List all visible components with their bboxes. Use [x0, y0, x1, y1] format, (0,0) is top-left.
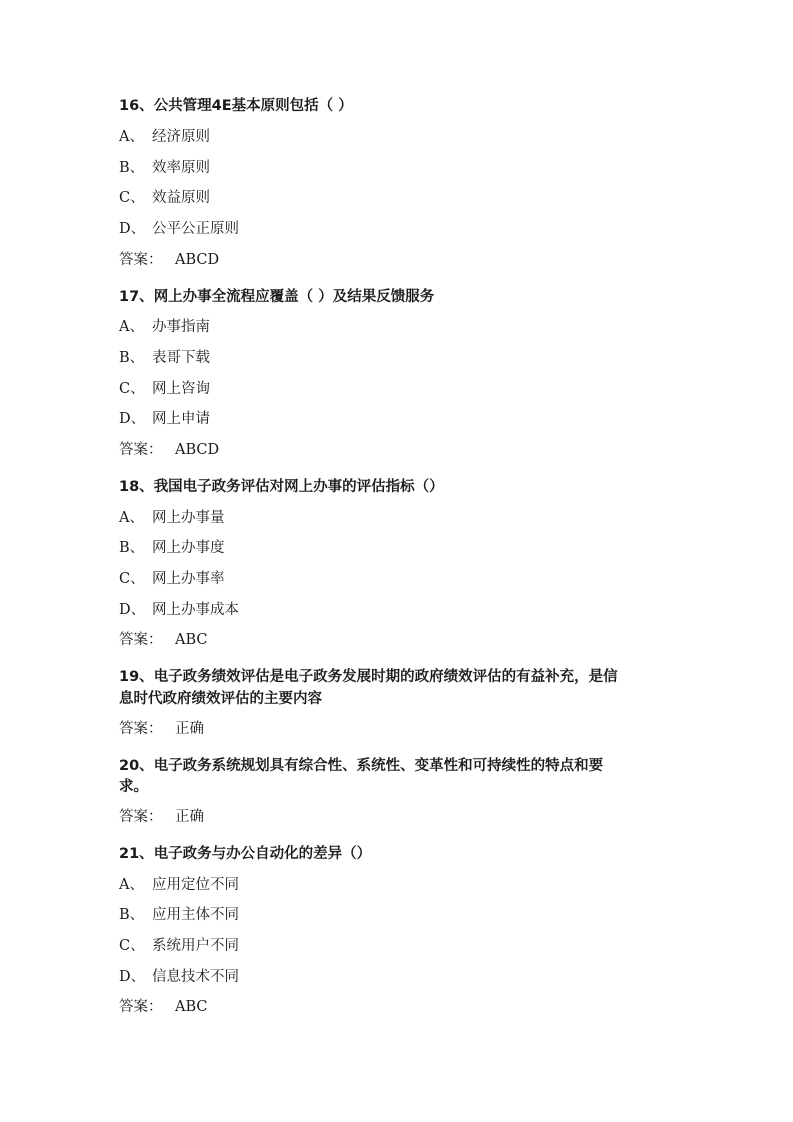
question-20-title-line-1: 20、电子政务系统规划具有综合性、系统性、变革性和可持续性的特点和要 [119, 758, 604, 774]
question-17-answer: 答案： ABCD [119, 442, 220, 458]
question-18-option-a: A、 网上办事量 [119, 510, 225, 526]
question-17-option-d: D、 网上申请 [119, 411, 210, 427]
question-16-option-d: D、 公平公正原则 [119, 221, 239, 237]
question-20-title-line-2: 求。 [119, 779, 148, 795]
question-18-option-b: B、 网上办事度 [119, 540, 225, 556]
question-18-option-c: C、 网上办事率 [119, 571, 225, 587]
question-17-option-c: C、 网上咨询 [119, 381, 210, 397]
question-21-title: 21、电子政务与办公自动化的差异（） [119, 846, 372, 862]
question-19-answer: 答案： 正确 [119, 721, 204, 737]
question-21-answer: 答案： ABC [119, 999, 208, 1015]
question-19-title-line-1: 19、电子政务绩效评估是电子政务发展时期的政府绩效评估的有益补充，是信 [119, 669, 618, 685]
question-21-option-d: D、 信息技术不同 [119, 969, 239, 985]
question-17-option-a: A、 办事指南 [119, 319, 210, 335]
question-17-title: 17、网上办事全流程应覆盖（ ）及结果反馈服务 [119, 289, 435, 305]
question-16-option-a: A、 经济原则 [119, 129, 210, 145]
question-16-option-b: B、 效率原则 [119, 160, 210, 176]
question-18-answer: 答案： ABC [119, 632, 208, 648]
question-18-title: 18、我国电子政务评估对网上办事的评估指标（） [119, 479, 444, 495]
question-20-answer: 答案： 正确 [119, 809, 204, 825]
question-16-option-c: C、 效益原则 [119, 190, 210, 206]
question-21-option-b: B、 应用主体不同 [119, 907, 239, 923]
question-18-option-d: D、 网上办事成本 [119, 602, 239, 618]
question-21-option-a: A、 应用定位不同 [119, 877, 239, 893]
question-16-answer: 答案： ABCD [119, 252, 220, 268]
question-21-option-c: C、 系统用户不同 [119, 938, 239, 954]
question-16-title: 16、公共管理4E基本原则包括（ ） [119, 98, 353, 114]
question-19-title-line-2: 息时代政府绩效评估的主要内容 [119, 691, 322, 707]
question-17-option-b: B、 表哥下载 [119, 350, 210, 366]
